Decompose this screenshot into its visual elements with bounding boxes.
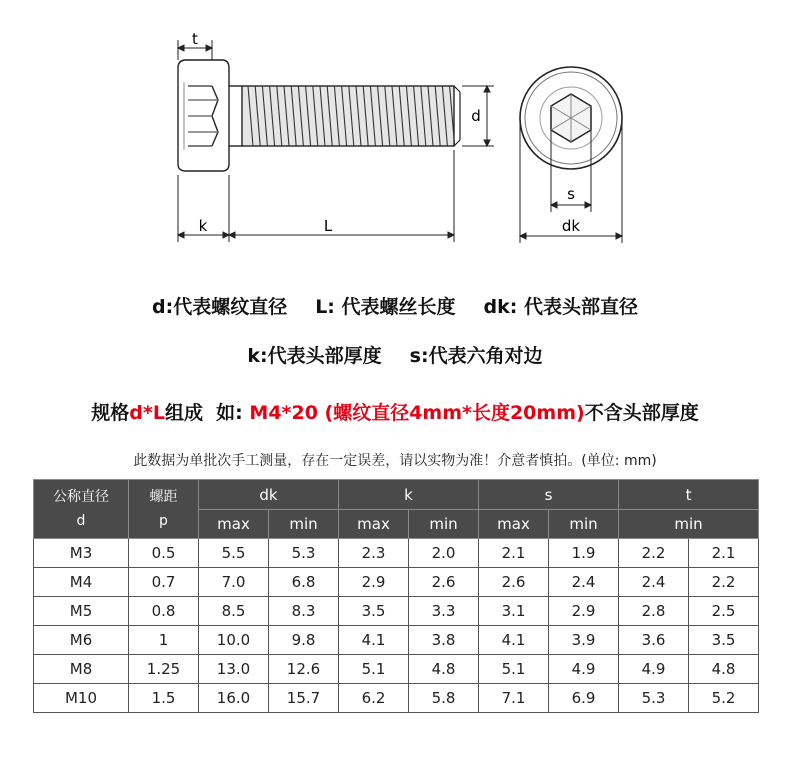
header-s-min: min: [549, 510, 619, 539]
cell-t-val-2: 2.5: [689, 597, 759, 626]
cell-k-max: 4.1: [339, 626, 409, 655]
cell-diameter: M6: [34, 626, 129, 655]
table-row: [34, 597, 759, 626]
cell-diameter: M10: [34, 684, 129, 713]
cell-k-min: 5.8: [409, 684, 479, 713]
cell-t-val-1: 2.2: [619, 539, 689, 568]
cell-diameter: M8: [34, 655, 129, 684]
spec-prefix: 规格: [91, 402, 130, 424]
cell-t-val-2: 2.1: [689, 539, 759, 568]
table-row: [34, 539, 759, 568]
header-dk-min: min: [269, 510, 339, 539]
header-s-max: max: [479, 510, 549, 539]
cell-dk-max: 13.0: [199, 655, 269, 684]
header-k: k: [339, 480, 479, 510]
screw-head-end-view: [520, 67, 622, 169]
cell-t-val-1: 4.9: [619, 655, 689, 684]
header-nominal-diameter: [34, 480, 129, 539]
cell-pitch: 0.7: [129, 568, 199, 597]
cell-s-min: 2.9: [549, 597, 619, 626]
cell-k-min: 3.3: [409, 597, 479, 626]
cell-dk-max: 16.0: [199, 684, 269, 713]
header-d-line1: 公称直径: [53, 489, 109, 505]
cell-dk-max: 5.5: [199, 539, 269, 568]
header-p-line2: p: [159, 513, 168, 529]
cell-dk-min: 12.6: [269, 655, 339, 684]
cell-t-val-2: 5.2: [689, 684, 759, 713]
legend-d: d:代表螺纹直径: [152, 296, 288, 318]
cell-dk-min: 8.3: [269, 597, 339, 626]
cell-dk-min: 6.8: [269, 568, 339, 597]
legend-s: s:代表六角对边: [409, 345, 543, 367]
cell-k-min: 4.8: [409, 655, 479, 684]
cell-pitch: 1: [129, 626, 199, 655]
legend-line-2: [0, 341, 790, 368]
cell-k-max: 3.5: [339, 597, 409, 626]
table-row: [34, 655, 759, 684]
header-k-max: max: [339, 510, 409, 539]
header-dk: dk: [199, 480, 339, 510]
label-L: L: [323, 217, 333, 235]
cell-s-min: 2.4: [549, 568, 619, 597]
cell-k-max: 2.9: [339, 568, 409, 597]
header-dk-max: max: [199, 510, 269, 539]
header-s: s: [479, 480, 619, 510]
cell-s-max: 4.1: [479, 626, 549, 655]
cell-k-max: 2.3: [339, 539, 409, 568]
cell-t-val-2: 4.8: [689, 655, 759, 684]
cell-dk-min: 9.8: [269, 626, 339, 655]
table-row: [34, 684, 759, 713]
spec-suffix: 不含头部厚度: [584, 402, 699, 424]
cell-s-max: 7.1: [479, 684, 549, 713]
cell-dk-max: 10.0: [199, 626, 269, 655]
cell-pitch: 1.5: [129, 684, 199, 713]
header-pitch: [129, 480, 199, 539]
cell-s-min: 3.9: [549, 626, 619, 655]
legend-L: L: 代表螺丝长度: [315, 296, 456, 318]
measurement-note: 此数据为单批次手工测量，存在一定误差，请以实物为准！介意者慎拍。(单位: mm): [133, 453, 657, 469]
cell-k-max: 5.1: [339, 655, 409, 684]
spec-example: M4*20 (螺纹直径4mm*长度20mm): [249, 402, 585, 424]
cell-s-max: 5.1: [479, 655, 549, 684]
label-s: s: [567, 185, 575, 203]
cell-diameter: M4: [34, 568, 129, 597]
cell-dk-min: 5.3: [269, 539, 339, 568]
header-t: t: [619, 480, 759, 510]
screw-shank: [242, 86, 460, 146]
spec-middle: 组成 如:: [164, 402, 250, 424]
cell-dk-max: 7.0: [199, 568, 269, 597]
legend-line-1: [0, 292, 790, 319]
legend-k: k:代表头部厚度: [247, 345, 382, 367]
header-t-min: min: [619, 510, 759, 539]
cell-dk-min: 15.7: [269, 684, 339, 713]
cell-s-min: 6.9: [549, 684, 619, 713]
spec-description: [0, 398, 790, 425]
table-row: [34, 568, 759, 597]
cell-t-val-1: 2.8: [619, 597, 689, 626]
label-k: k: [198, 217, 208, 235]
cell-diameter: M3: [34, 539, 129, 568]
cell-pitch: 0.5: [129, 539, 199, 568]
spec-formula: d*L: [129, 402, 165, 424]
cell-t-val-1: 5.3: [619, 684, 689, 713]
header-d-line2: d: [76, 513, 86, 529]
cell-s-max: 2.6: [479, 568, 549, 597]
cell-s-max: 3.1: [479, 597, 549, 626]
table-row: [34, 626, 759, 655]
cell-dk-max: 8.5: [199, 597, 269, 626]
cell-s-min: 1.9: [549, 539, 619, 568]
screw-head-side: [178, 60, 242, 171]
screw-dimension-diagram: [0, 0, 790, 280]
cell-t-val-2: 3.5: [689, 626, 759, 655]
cell-s-max: 2.1: [479, 539, 549, 568]
cell-s-min: 4.9: [549, 655, 619, 684]
cell-k-min: 3.8: [409, 626, 479, 655]
cell-pitch: 0.8: [129, 597, 199, 626]
spec-table-body: [34, 539, 759, 713]
cell-t-val-1: 2.4: [619, 568, 689, 597]
label-t: t: [192, 30, 198, 48]
header-k-min: min: [409, 510, 479, 539]
label-d: d: [471, 107, 481, 125]
cell-t-val-2: 2.2: [689, 568, 759, 597]
spec-table: [33, 479, 759, 713]
label-dk: dk: [561, 217, 581, 235]
header-p-line1: 螺距: [149, 489, 178, 505]
cell-pitch: 1.25: [129, 655, 199, 684]
cell-diameter: M5: [34, 597, 129, 626]
cell-k-min: 2.6: [409, 568, 479, 597]
cell-t-val-1: 3.6: [619, 626, 689, 655]
cell-k-max: 6.2: [339, 684, 409, 713]
legend-dk: dk: 代表头部直径: [483, 296, 638, 318]
cell-k-min: 2.0: [409, 539, 479, 568]
